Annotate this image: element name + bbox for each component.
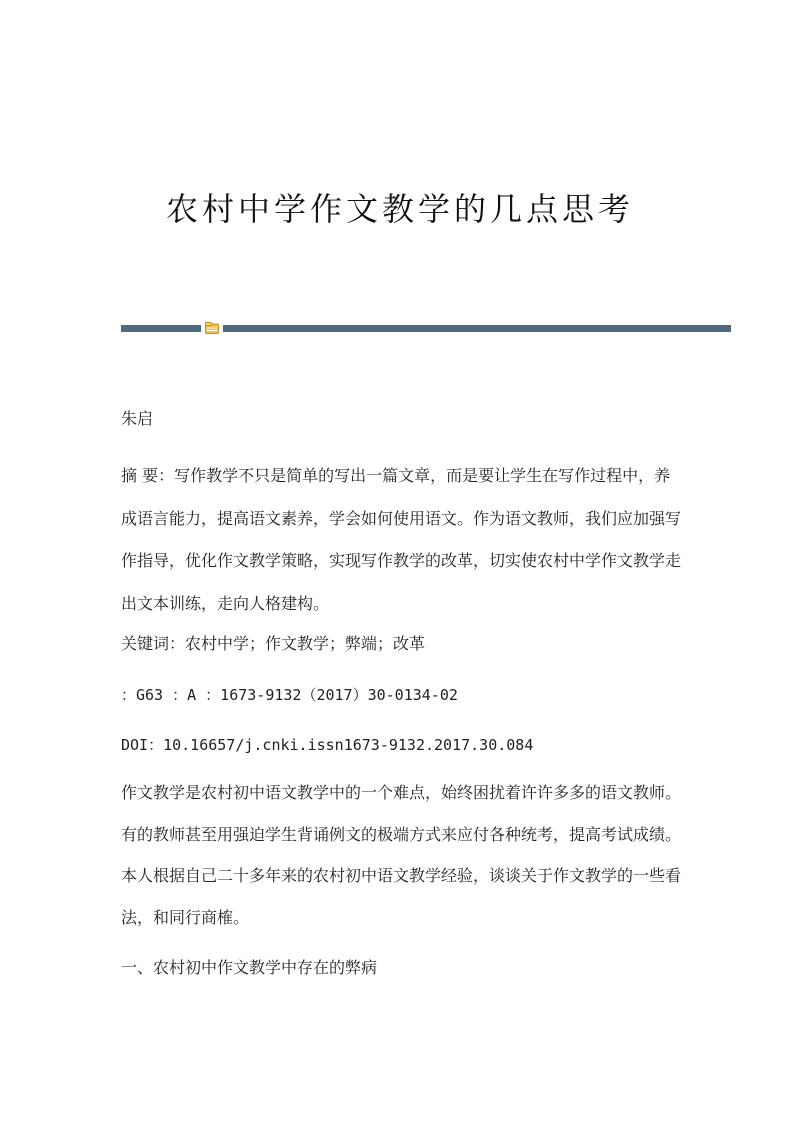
doi-line: DOI：10.16657/j.cnki.issn1673-9132.2017.30.084 [121, 736, 534, 754]
title-divider-right [223, 325, 731, 332]
author-name: 朱启 [121, 409, 154, 428]
keywords-line: 关键词：农村中学；作文教学；弊端；改革 [121, 634, 426, 653]
intro-paragraph: 作文教学是农村初中语文教学中的一个难点，始终困扰着许许多多的语文教师。有的教师甚至用强迫学生背诵例文的极端方式来应付各种统考，提高考试成绩。本人根据自己二十多年来的农村初中语文教学经验，谈谈关于作文教学的一些看法，和同行商榷。 [121, 783, 682, 927]
folder-icon [205, 322, 219, 334]
classification-line: ：G63 ：A ：1673-9132（2017）30-0134-02 [121, 686, 458, 704]
abstract-paragraph: 摘 要：写作教学不只是简单的写出一篇文章，而是要让学生在写作过程中，养成语言能力，提高语文素养，学会如何使用语文。作为语文教师，我们应加强写作指导，优化作文教学策略，实现写作教学的改革，切实使农村中学作文教学走出文本训练，走向人格建构。 [121, 466, 682, 613]
section-heading: 一、农村初中作文教学中存在的弊病 [121, 958, 378, 977]
document-title: 农村中学作文教学的几点思考 [165, 190, 634, 228]
title-divider-left [121, 325, 201, 332]
